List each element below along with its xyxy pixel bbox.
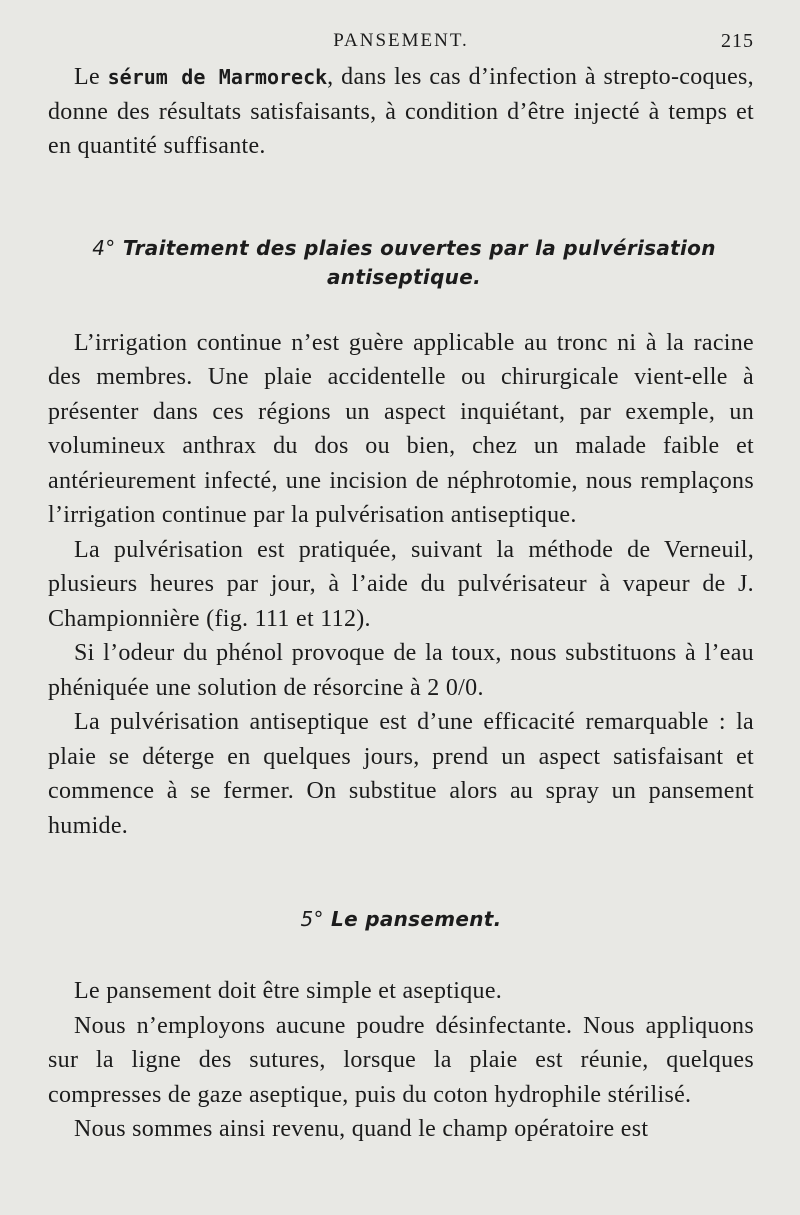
paragraph: L’irrigation continue n’est guère applicable au tronc ni à la racine des membres. Une plaie accidentelle ou chirurgicale vient-elle à présenter dans ces régions un aspect inquiétant, par exemple, un volumineux anthrax du dos ou bien, chez un malade faible et antérieurement infecté, une incision de néphrotomie, nous remplaçons l’irrigation continue par la pulvérisation antiseptique. xyxy=(48,329,754,528)
section-5-heading xyxy=(48,905,754,934)
paragraph: Si l’odeur du phénol provoque de la toux, nous substituons à l’eau phéniquée une solution de résorcine à 2 0/0. xyxy=(48,640,754,701)
serum-prefix: Le xyxy=(74,64,108,90)
paragraph: Le pansement doit être simple et aseptique. xyxy=(74,978,503,1004)
paragraph: La pulvérisation est pratiquée, suivant la méthode de Verneuil, plusieurs heures par jour, à l’aide du pulvérisateur à vapeur de J. Championnière (fig. 111 et 112). xyxy=(48,536,754,632)
paragraph: La pulvérisation antiseptique est d’une efficacité remarquable : la plaie se déterge en quelques jours, prend un aspect satisfaisant et commence à se fermer. On substitue alors au spray un pansement humide. xyxy=(48,709,754,839)
section-5-number: 5° xyxy=(300,907,324,931)
running-head xyxy=(48,0,754,60)
paragraph: Nous n’employons aucune poudre désinfectante. Nous appliquons sur la ligne des sutures, lorsque la plaie est réunie, quelques compresses de gaze aseptique, puis du coton hydrophile stérilisé. xyxy=(48,1012,754,1108)
serum-text: , dans les cas d’infection à strepto-coques, donne des résultats satisfaisants, à condition d’être injecté à temps et en quantité suffisante. xyxy=(48,64,754,159)
page-number: 215 xyxy=(721,30,754,52)
section-4-number: 4° xyxy=(92,235,116,260)
section-4-title: Traitement des plaies ouvertes par la pulvérisation antiseptique. xyxy=(122,235,716,289)
section-4-heading xyxy=(48,234,754,292)
paragraph-serum xyxy=(48,60,754,164)
paragraph: Nous sommes ainsi revenu, quand le champ opératoire est xyxy=(74,1116,649,1142)
serum-name: sérum de Marmoreck xyxy=(107,65,328,89)
section-5-title: Le pansement. xyxy=(331,907,502,931)
running-title: PANSEMENT. xyxy=(333,30,469,51)
